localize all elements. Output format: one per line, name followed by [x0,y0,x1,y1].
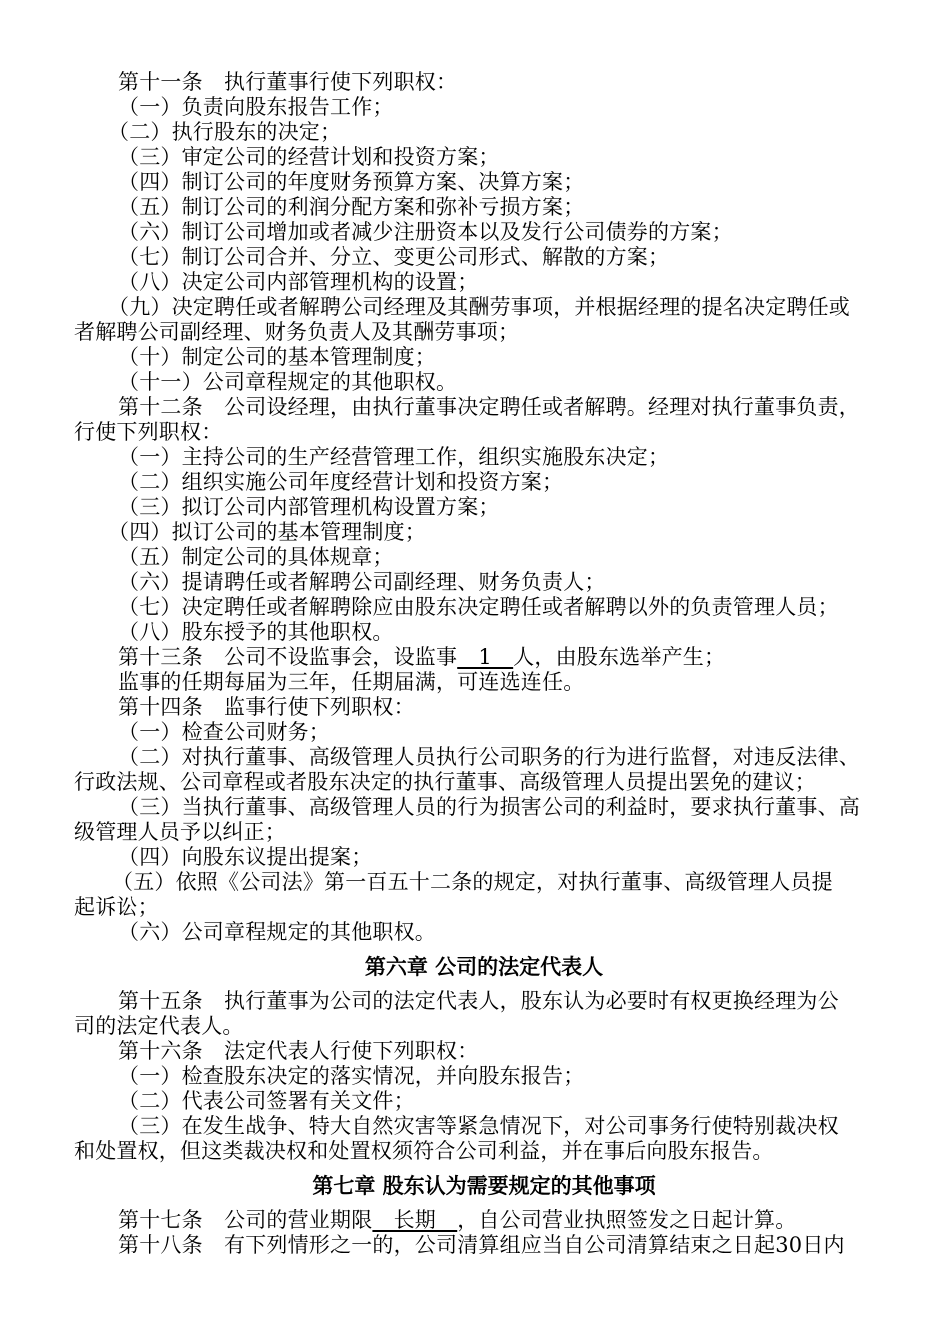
article-11-item-7: （七）制订公司合并、分立、变更公司形式、解散的方案； [118,245,670,269]
article-14-item-5-cont: 起诉讼； [74,895,159,919]
article-14-item-4: （四）向股东议提出提案； [118,845,373,869]
article-16-title: 第十六条 法定代表人行使下列职权： [118,1039,479,1063]
article-11-item-6: （六）制订公司增加或者减少注册资本以及发行公司债券的方案； [118,220,733,244]
supervisor-count-blank: 1 [457,645,514,669]
article-17-title [74,1208,894,1233]
article-11-item-9-cont: 者解聘公司副经理、财务负责人及其酬劳事项； [74,320,520,344]
article-14-title: 第十四条 监事行使下列职权： [118,695,415,719]
article-18-title: 第十八条 有下列情形之一的，公司清算组应当自公司清算结束之日起30日内 [118,1233,845,1257]
document-page [74,70,894,1258]
article-16-item-1: （一）检查股东决定的落实情况，并向股东报告； [118,1064,585,1088]
article-12-title: 第十二条 公司设经理，由执行董事决定聘任或者解聘。经理对执行董事负责， [118,395,860,419]
article-11-item-1: （一）负责向股东报告工作； [118,95,394,119]
article-11-item-4: （四）制订公司的年度财务预算方案、决算方案； [118,170,585,194]
article-12-item-3: （三）拟订公司内部管理机构设置方案； [118,495,500,519]
chapter-7-heading: 第七章 股东认为需要规定的其他事项 [312,1174,656,1198]
article-11-title: 第十一条 执行董事行使下列职权： [118,70,458,94]
article-14-item-1: （一）检查公司财务； [118,720,330,744]
article-11-item-3: （三）审定公司的经营计划和投资方案； [118,145,500,169]
article-11-item-11: （十一）公司章程规定的其他职权。 [118,370,458,394]
article-11-item-9: （九）决定聘任或者解聘公司经理及其酬劳事项，并根据经理的提名决定聘任或 [108,295,850,319]
article-11-item-5: （五）制订公司的利润分配方案和弥补亏损方案； [118,195,585,219]
article-12-item-7: （七）决定聘任或者解聘除应由股东决定聘任或者解聘以外的负责管理人员； [118,595,839,619]
article-11-item-2: （二）执行股东的决定； [108,120,342,144]
article-11-item-10: （十）制定公司的基本管理制度； [118,345,436,369]
supervisor-term: 监事的任期每届为三年，任期届满，可连选连任。 [118,670,585,694]
article-14-item-5: （五）依照《公司法》第一百五十二条的规定，对执行董事、高级管理人员提 [112,870,833,894]
article-12-item-8: （八）股东授予的其他职权。 [118,620,394,644]
article-13-title [74,645,894,670]
article-14-item-3: （三）当执行董事、高级管理人员的行为损害公司的利益时，要求执行董事、高 [118,795,860,819]
article-12-item-6: （六）提请聘任或者解聘公司副经理、财务负责人； [118,570,606,594]
article-12-item-1: （一）主持公司的生产经营管理工作，组织实施股东决定； [118,445,670,469]
article-13-prefix: 第十三条 公司不设监事会，设监事 [118,645,458,669]
article-12-item-2: （二）组织实施公司年度经营计划和投资方案； [118,470,564,494]
article-16-item-2: （二）代表公司签署有关文件； [118,1089,415,1113]
article-16-item-3-cont: 和处置权，但这类裁决权和处置权须符合公司利益，并在事后向股东报告。 [74,1139,774,1163]
article-11-item-8: （八）决定公司内部管理机构的设置； [118,270,479,294]
article-17-prefix: 第十七条 公司的营业期限 [118,1208,373,1232]
article-14-item-3-cont: 级管理人员予以纠正； [74,820,286,844]
article-12-item-5: （五）制定公司的具体规章； [118,545,394,569]
article-17-suffix: ，自公司营业执照签发之日起计算。 [457,1208,797,1232]
article-15-title: 第十五条 执行董事为公司的法定代表人，股东认为必要时有权更换经理为公 [118,989,839,1013]
article-13-suffix: 人，由股东选举产生； [513,645,726,669]
article-12-item-4: （四）拟订公司的基本管理制度； [108,520,426,544]
business-term-blank: 长期 [372,1208,458,1232]
article-16-item-3: （三）在发生战争、特大自然灾害等紧急情况下，对公司事务行使特别裁决权 [118,1114,839,1138]
article-14-item-2: （二）对执行董事、高级管理人员执行公司职务的行为进行监督，对违反法律、 [118,745,860,769]
article-12-title-cont: 行使下列职权： [74,420,223,444]
article-14-item-6: （六）公司章程规定的其他职权。 [118,920,436,944]
chapter-6-heading: 第六章 公司的法定代表人 [364,955,604,979]
article-15-title-cont: 司的法定代表人。 [74,1014,244,1038]
article-14-item-2-cont: 行政法规、公司章程或者股东决定的执行董事、高级管理人员提出罢免的建议； [74,770,816,794]
